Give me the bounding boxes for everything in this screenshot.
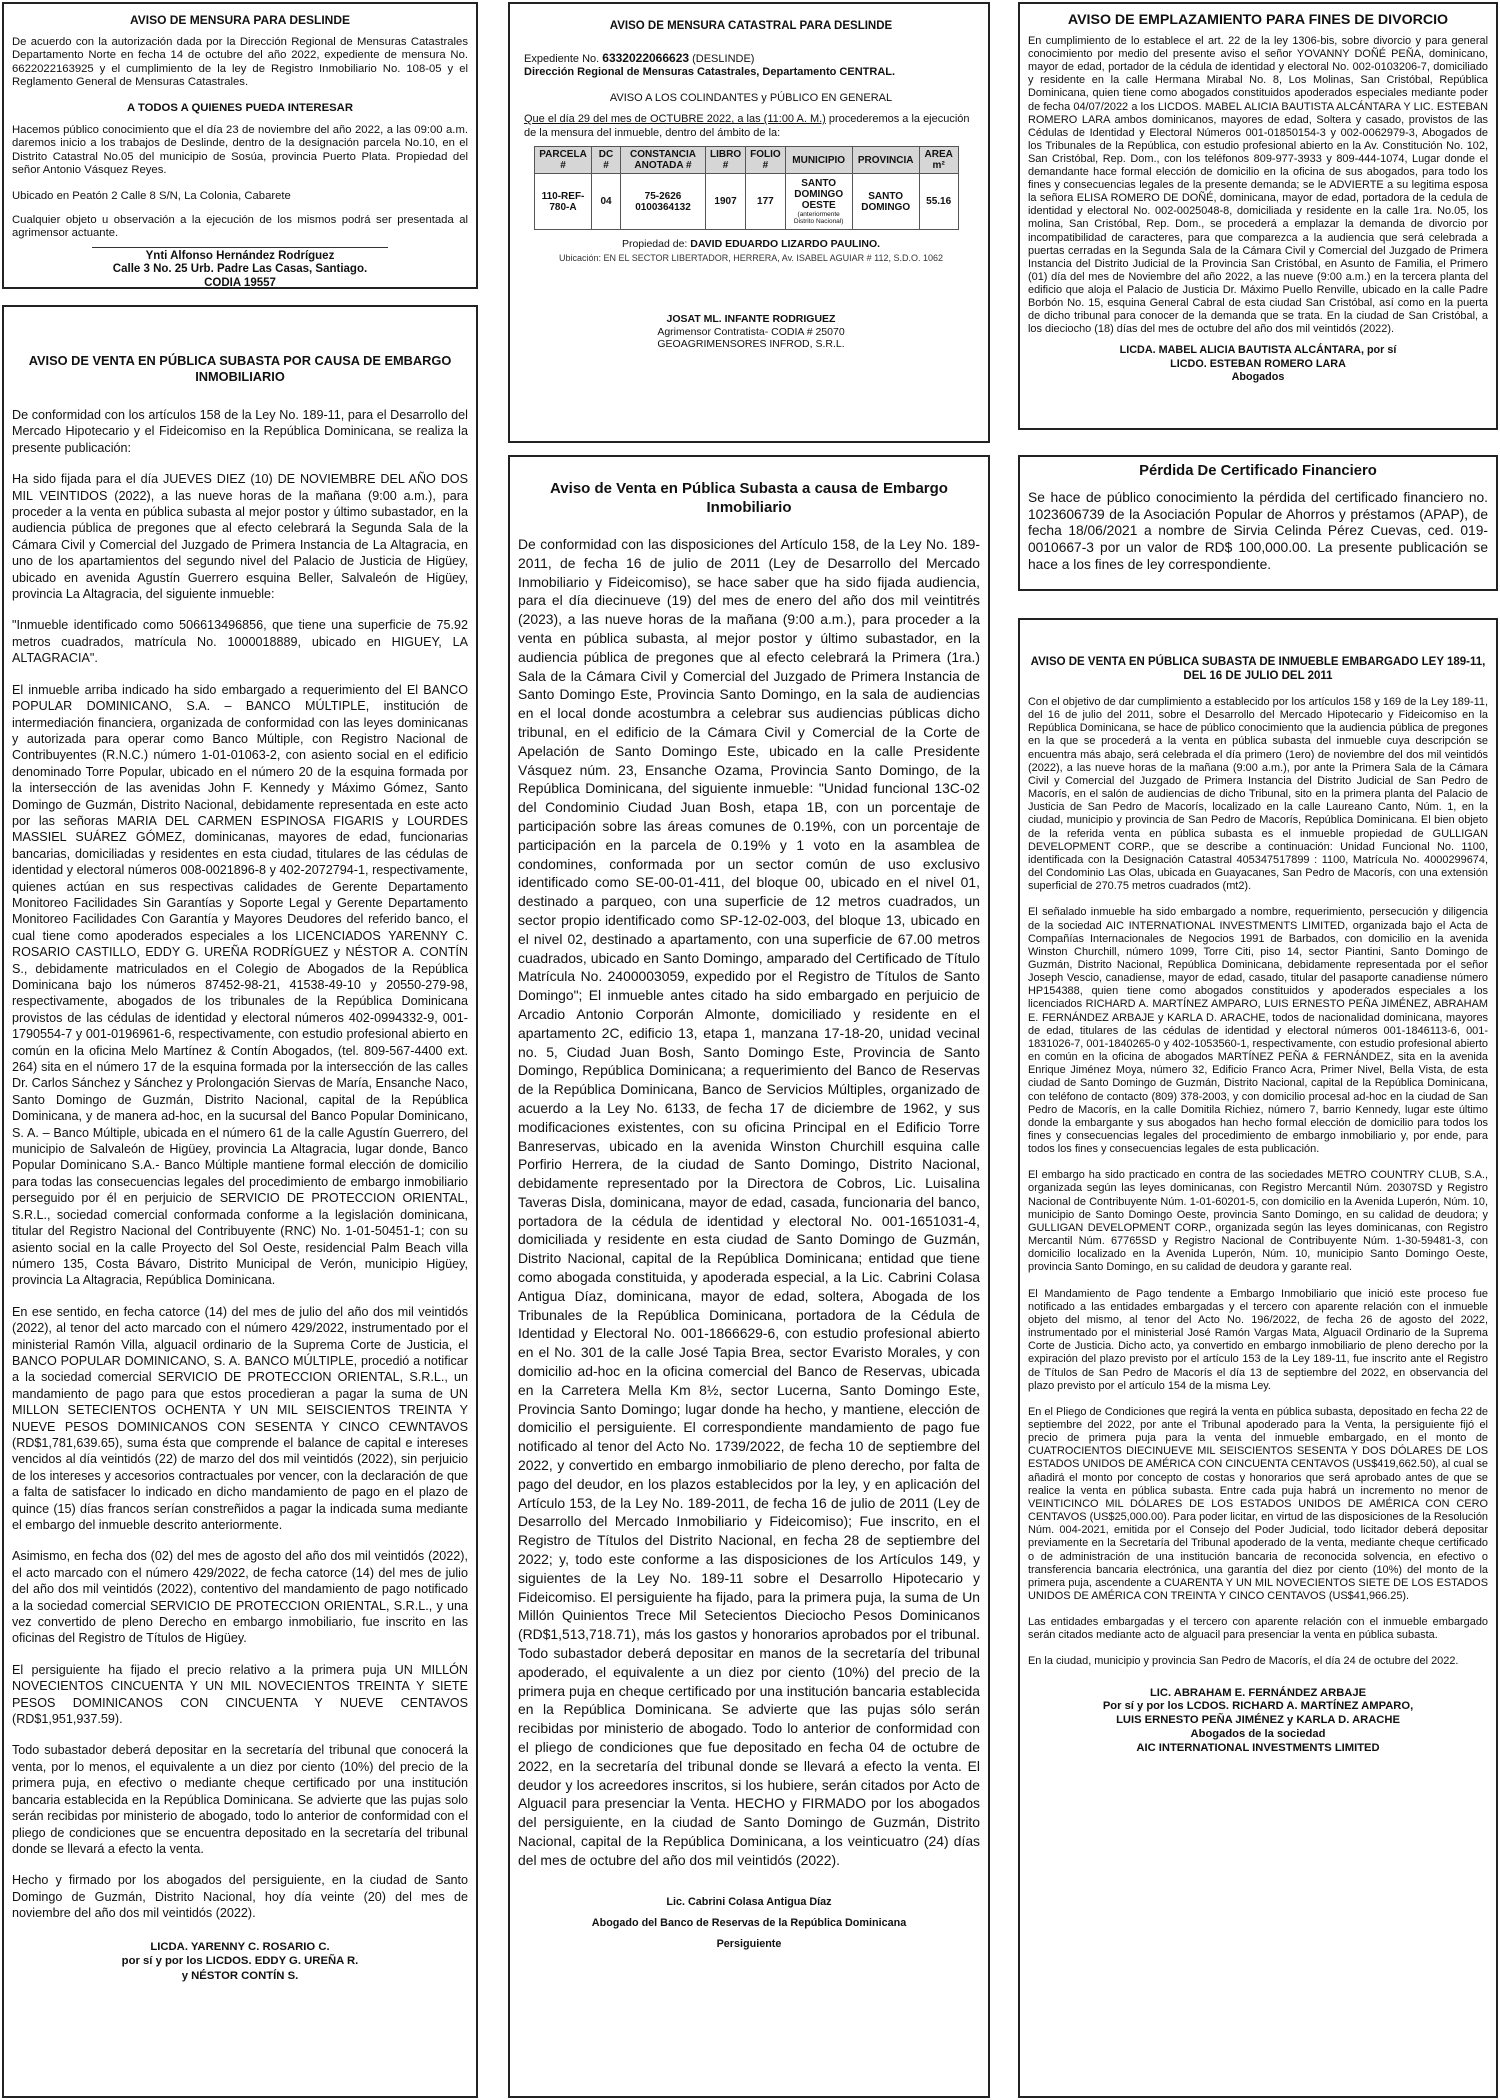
notice-paragraph: De acuerdo con la autorización dada por la Dirección Regional de Mensuras Catastrales Departamento Norte en fecha 14 de octubre del año 2022, expediente de mensura No. 6622022163925 y el cumplimiento de la ley de Registro Inmobiliario No. 108-05 y el Reglamento General de Mensuras Catastrales.: [12, 35, 468, 89]
notice-title: AVISO DE MENSURA CATASTRAL PARA DESLINDE: [609, 20, 893, 32]
notice-paragraph: De conformidad con las disposiciones del Artículo 158, de la Ley No. 189-2011, de fecha 16 de julio de 2011 (Ley de Desarrollo del Mercado Inmobiliario y Fideicomiso), se hace saber que ha sido fijada audiencia, para el día diecinueve (19) del mes de enero del año dos mil veintitrés (2023), a las nueve horas de la mañana (9:00 a.m.), para proceder a la venta en pública subasta, al mejor postor y último subastador, en la audiencia pública de pregones que al efecto celebrará la Primera (1ra.) Sala de la Cámara Civil y Comercial del Juzgado de Primera Instancia de Santo Domingo Este, Provincia Santo Domingo, en la sala de audiencias en el local donde acostumbra a celebrar sus audiencias públicas dicho tribunal, en el edificio de la Cámara Civil y Comercial de la Corte de Apelación de Santo Domingo Este, ubicado en la calle Presidente Vásquez núm. 23, Ensanche Ozama, Provincia Santo Domingo, de la República Dominicana, del siguiente inmueble: "Unidad funcional 13C-02 del Condominio Ciudad Juan Bosh, etapa 1B, con un porcentaje de participación sobre las áreas comunes de 0.19%, con un porcentaje de participación en la parcela de 0.19% y 1 voto en la asamblea de condomines, conformada por un sector común de uso exclusivo identificado como SE-00-01-411, del bloque 00, ubicado en el nivel 01, destinado a parqueo, con una superficie de 12 metros cuadrados, un sector propio identificado como SP-12-02-003, del bloque 13, ubicado en el nivel 02, destinado a apartamento, con una superficie de 67.00 metros cuadrados, ubicado en Santo Domingo, amparado del Certificado de Título Matrícula No. 2400003059, expedido por el Registro de Títulos de Santo Domingo"; El inmueble antes citado ha sido embargado en perjuicio de Arcadio Antonio Corporán Almonte, domiciliado y residente en el apartamento 2C, edificio 13, etapa 1, manzana 17-18-20, unidad vecinal no. 5, Ciudad Juan Bosh, Santo Domingo Este, Provincia de Santo Domingo, República Dominicana; a requerimiento del Banco de Reservas de la República Dominicana, Banco de Servicios Múltiples, organizado de acuerdo a la Ley No. 6133, de fecha 17 de diciembre de 1962, y sus modificaciones existentes, con su oficina Principal en el Edificio Torre Banreservas, ubicado en la avenida Winston Churchill esquina calle Porfirio Herrera, de la ciudad de Santo Domingo, Distrito Nacional, debidamente representado por la Directora de Cobros, Lic. Luisalina Taveras Disla, dominicana, mayor de edad, casada, funcionaria del banco, portadora de la cédula de identidad y electoral No. 001-1651031-4, domiciliada y residente en esta ciudad de Santo Domingo de Guzmán, Distrito Nacional, capital de la República Dominicana; entidad que tiene como abogada constituida, y apoderada especial, a la Lic. Cabrini Colasa Antigua Díaz, dominicana, mayor de edad, soltera, Abogada de los Tribunales de la República Dominicana, portadora de la Cédula de Identidad y Electoral No. 001-1866629-6, con estudio profesional abierto en el No. 301 de la calle José Tapia Brea, sector Evaristo Morales, y con domicilio ad-hoc en la oficina comercial del Banco de Reservas, ubicada en la Carretera Mella Km 8½, sector Lucerna, Santo Domingo Este, Provincia Santo Domingo; lugar donde ha hecho, y mantiene, elección de domicilio el persiguiente. El correspondiente mandamiento de pago fue notificado al tenor del Acto No. 1739/2022, de fecha 10 de septiembre del 2022, y convertido en embargo inmobiliario de pleno derecho, por falta de pago del deudor, en los plazos establecidos por la ley, y en aplicación del Artículo 153, de la Ley No. 189-2011, de fecha 16 de julio de 2011 (Ley de Desarrollo del Mercado Inmobiliario y Fideicomiso); Fue inscrito, en el Registro de Títulos del Distrito Nacional, en fecha 28 de septiembre del 2022; y, todo este conforme a las disposiciones de los Artículos 149, y siguientes de la Ley No. 189-11 sobre el Desarrollo Hipotecario y Fideicomiso. El persiguiente ha fijado, para la primera puja, la suma de Un Millón Quinientos Trece Mil Setecientos Dieciocho Pesos Dominicanos (RD$1,513,718.71), más los gastos y honorarios aprobados por el tribunal. Todo subastador deberá depositar en manos de la secretaría del tribunal apoderado, el equivalente a un diez por ciento (10%) del precio de la primera puja en cheque certificado por una institución bancaria establecida en la República Dominicana. Se advierte que las pujas sólo serán recibidas por ministerio de abogado. Todo lo anterior de conformidad con el pliego de condiciones que fue depositado en fecha 04 de octubre de 2022, en la secretaría del tribunal donde se llevará a efecto la venta. El deudor y los acreedores inscritos, si los hubiere, serán citados por Acto de Alguacil para presenciar la Venta. HECHO y FIRMADO por los abogados del persiguiente, en la ciudad de Santo Domingo de Guzmán, Distrito Nacional, capital de la República Dominicana, a los veinticuatro (24) días del mes de octubre del año dos mil veintidós (2022).: [518, 536, 980, 1868]
expediente-line: [524, 52, 978, 67]
notice-mensura-catastral: [508, 2, 990, 443]
col-header: DC #: [592, 147, 621, 174]
notice-paragraph: Cualquier objeto u observación a la ejecución de los mismos podrá ser presentada al agrimensor actuante.: [12, 213, 468, 240]
col-header: FOLIO #: [746, 147, 786, 174]
intro-rest: procederemos a la ejecución de la mensura del inmueble, dentro del ámbito de la:: [524, 113, 970, 139]
notice-paragraph: El persiguiente ha fijado el precio relativo a la primera puja UN MILLÓN NOVECIENTOS CINCUENTA Y UN MIL NOVECIENTOS TREINTA Y SIETE PESOS DOMINICANOS CON CINCUENTA Y NUEVE CENTAVOS (RD$1,951,937.59).: [12, 1662, 468, 1727]
cell-area: 55.16: [919, 174, 958, 230]
notice-paragraph: En ese sentido, en fecha catorce (14) del mes de julio del año dos mil veintidós (2022), al tenor del acto marcado con el número 429/2022, instrumentado por el ministerial Ramón Villa, alguacil ordinario de la Suprema Corte de Justicia, el BANCO POPULAR DOMINICANO, S. A. BANCO MÚLTIPLE, procedió a notificar a la sociedad comercial SERVICIO DE PROTECCION ORIENTAL, S.R.L., un mandamiento de pago para que estos procedieran a pagar la suma de UN MILLON SETECIENTOS OCHENTA Y UN MIL SEISCIENTOS TREINTA Y NUEVE PESOS DOMINICANOS CON SESENTA Y CINCO CEWNTAVOS (RD$1,781,639.65), suma ésta que comprende el balance de capital e intereses vencidos al día veintidós (22) de marzo del dos mil veintidós (2022), sin perjuicio de los intereses y accesorios contractuales por vencer, con la declaración de que a falta de satisfacer lo indicado en dicho mandamiento de pago en el plazo de quince (15) días francos serían constreñidos a pagar la indicada suma mediante el embargo del inmueble descrito anteriormente.: [12, 1304, 468, 1532]
expediente-label: Expediente No.: [524, 52, 600, 65]
col-header: CONSTANCIA ANOTADA #: [621, 147, 706, 174]
notice-paragraph: El inmueble arriba indicado ha sido embargado a requerimiento del El BANCO POPULAR DOMINICANO, S.A. – BANCO MÚLTIPLE, institución de intermediación financiera, organizada de conformidad con las leyes dominicanas y autorizada para operar como Banco Múltiple, con Registro Nacional de Contribuyentes (R.N.C.) número 1-01-01063-2, con asiento social en el edificio denominado Torre Popular, ubicado en el número 20 de la esquina formada por la intersección de las avenidas John F. Kennedy y Máximo Gómez, Santo Domingo de Guzmán, Distrito Nacional, debidamente representada en este acto por las señoras MARIA DEL CARMEN ESPINOSA FIGARIS y LOURDES MASSIEL SUÁREZ GÓMEZ, dominicanas, mayores de edad, funcionarias bancarias, domiciliadas y residentes en esta ciudad, titulares de las cédulas de identidad y electoral números 008-0021896-8 y 402-2072794-1, respectivamente, quienes actúan en sus respectivas calidades de Gerente Departamento Monitoreo Facilidades Sin Garantías y Soporte Legal y Gerente Departamento Monitoreo Facilidades Con Garantía y Mayores Deudores del referido banco, el cual tiene como apoderados especiales a los LICENCIADOS YARENNY C. ROSARIO CASTILLO, EDDY G. UREÑA RODRÍGUEZ y NÉSTOR A. CONTÍN S., debidamente matriculados en el Colegio de Abogados de la República Dominicana bajo los números 87452-98-21, 41538-49-10 y 20550-279-98, respectivamente, abogados de los tribunales de la República Dominicana provistos de las cédulas de identidad y electoral números 402-0994332-9, 001-1790554-7 y 001-0196961-6, respectivamente, con estudio profesional abierto en común en la oficina Melo Martínez & Contín Abogados, (tel. 809-567-4400 ext. 264) sita en el número 17 de la esquina formada por la intersección de las calles Dr. Carlos Sánchez y Sánchez y Prolongación Siervas de María, Ensanche Naco, Santo Domingo de Guzmán, Distrito Nacional, capital de la República Dominicana, y de manera ad-hoc, en la sucursal del Banco Popular Dominicano, S. A. – Banco Múltiple, ubicada en el número 61 de la calle Agustín Guerrero, del municipio de Salvaleón de Higüey, provincia La Altagracia, lugar donde, Banco Popular Dominicano S.A.- Banco Múltiple mantiene formal elección de domicilio para todas las consecuencias legales del procedimiento de embargo inmobiliario perseguido por él en perjuicio de SERVICIO DE PROTECCION ORIENTAL, S.R.L., sociedad comercial conformada conforme a la legislación dominicana, titular del Registro Nacional del Contribuyente (RNC) No. 1-01-50451-1; con su asiento social en la calle Proyecto del Sol Oeste, residencial Palm Beach villa número 135, Costa Bávaro, Distrito Municipal de Verón, municipio Higüey, provincia La Altagracia, República Dominicana.: [12, 682, 468, 1288]
notice-paragraph: En cumplimiento de lo establece el art. 22 de la ley 1306-bis, sobre divorcio y para general conocimiento por medio del presente aviso el señor YOVANNY DOÑÉ PEÑA, dominicano, mayor de edad, portador de la cédula de identidad y electoral No. 002-0103206-7, domiciliado y residente en la calle Hermana Mirabal No. 8, Los Molinas, San Cristóbal, República Dominicana, quien tiene como abogados constituidos apoderados especiales mediante poder de fecha 04/07/2022 a los LICDOS. MABEL ALICIA BAUTISTA ALCÁNTARA Y LIC. ESTEBAN ROMERO LARA ambos dominicanos, mayores de edad, Soltera y casado, provistos de las Cédulas de Identidad y Electoral Números 001-01850154-3 y 002-0062979-3, Abogados de los Tribunales de la República, con estudio profesional abierto en la Av. Constitución No. 102, San Cristóbal, Rep. Dom., con los teléfonos 809-977-3933 y 809-444-1074, Lugar donde el demandante hace formal elección de domicilio en la oficina de sus abogados, para todo los fines y consecuencias legales de la presente demanda; se le ADVIERTE a su legitima esposa la señora ELISA ROMERO DE DOÑÉ, dominicana, mayor de edad, portadora de la cedula de identidad y electoral No. 002-0025048-8, domiciliada y residente en la calle 1ra. No.05, los molina, San Cristóbal, Rep. Dom., se procederá a emplazar la demanda de divorcio por incompatibilidad de caracteres, para que comparezca a la audiencia que será celebrada a puertas cerradas en la Segunda Sala de la Cámara Civil y Comercial del Juzgado de Primera Instancia del Distrito Judicial de la Provincia San Cristóbal, en Asunto de Familia, el Primero (01) día del mes de Noviembre del año 2022, a las nueve (9:00 a.m.) en la tercera planta del edificio que aloja el Palacio de Justicia Dr. Máximo Puello Renville, ubicado en la calle Padre Borbón No. 15, esquina General Cabral de esta ciudad San Cristóbal, así como en la puerta de dicho tribunal para conocer de la demanda que se trata. En la ciudad de San Cristóbal, a los dieciocho (18) días del mes de octubre del año dos mil veintidós (2022).: [1028, 35, 1488, 336]
notice-subtitle: A TODOS A QUIENES PUEDA INTERESAR: [127, 101, 353, 114]
notice-paragraph: El señalado inmueble ha sido embargado a nombre, requerimiento, persecución y diligencia de la sociedad AIC INTERNATIONAL INVESTMENTS LIMITED, organizada bajo el Acta de Compañías Internacionales de Negocios 1991 de Barbados, con domicilio en la avenida Winston Churchill, número 1099, Torre Citi, piso 14, sector Piantini, Santo Domingo de Guzmán, Distrito Nacional, República Dominicana, debidamente representada por el señor Joseph Vescio, canadiense, mayor de edad, casado, titular del pasaporte canadiense número HP154388, quien tiene como abogados constituidos y apoderados especiales a los licenciados RICHARD A. MARTÍNEZ AMPARO, LUIS ERNESTO PEÑA JIMÉNEZ, ABRAHAM E. FERNÁNDEZ ARBAJE y KARLA D. ARACHE, todos de nacionalidad dominicana, mayores de edad, titulares de las cédulas de identidad y electoral números 001-1846113-6, 001-1831026-7, 001-1840265-0 y 402-1053560-1, respectivamente, con estudio profesional abierto en común en la oficina de abogados MARTÍNEZ PEÑA & FERNÁNDEZ, sita en la avenida Enrique Jiménez Moya, número 32, Edificio Franco Acra, Primer Nivel, Bella Vista, de esta ciudad de Santo Domingo de Guzmán, Distrito Nacional, capital de la República Dominicana, con teléfono de contacto (809) 378-2003, y con domicilio procesal ad-hoc en la ciudad de San Pedro de Macorís, en la calle Domitila Richiez, número 7, barrio Kennedy, lugar este último donde la embargante y sus abogados han hecho formal elección de domicilio para todos los fines y consecuencias legales del procedimiento de embargo inmobiliario y, por ende, para todos los fines y consecuencias legales de esta publicación.: [1028, 906, 1488, 1156]
municipio-name: SANTO DOMINGO OESTE: [794, 178, 844, 211]
signature-name: LIC. ABRAHAM E. FERNÁNDEZ ARBAJE: [1149, 1686, 1367, 1699]
notice-venta-subasta-higuey: [2, 305, 478, 2098]
notice-paragraph: Hecho y firmado por los abogados del persiguiente, en la ciudad de Santo Domingo de Guzmán, Distrito Nacional, hoy día veinte (20) del mes de noviembre del año dos mil veintidós (2022).: [12, 1873, 468, 1921]
signature-line: AIC INTERNATIONAL INVESTMENTS LIMITED: [1136, 1741, 1380, 1754]
col-header: AREA m²: [919, 147, 958, 174]
aviso-colindantes: AVISO A LOS COLINDANTES y PÚBLICO EN GENERAL: [609, 91, 893, 104]
signature-codia: CODIA 19557: [204, 276, 276, 289]
cell-libro: 1907: [706, 174, 746, 230]
signature-name: LICDA. YARENNY C. ROSARIO C.: [150, 1940, 330, 1953]
intro-date: Que el día 29 del mes de OCTUBRE 2022, a las (11:00 A. M.): [524, 113, 826, 125]
table-header-row: [535, 147, 959, 174]
ubicacion-line: Ubicación: EN EL SECTOR LIBERTADOR, HERRERA, Av. ISABEL AGUIAR # 112, S.D.O. 1062: [559, 252, 943, 263]
notice-venta-subasta-san-pedro: [1018, 618, 1498, 2098]
parcel-table: [534, 146, 959, 230]
notice-title: AVISO DE VENTA EN PÚBLICA SUBASTA POR CAUSA DE EMBARGO INMOBILIARIO: [28, 353, 452, 384]
signature-line: Por sí y por los LCDOS. RICHARD A. MARTÍNEZ AMPARO,: [1102, 1700, 1414, 1713]
notice-paragraph: En la ciudad, municipio y provincia San Pedro de Macorís, el día 24 de octubre del 2022.: [1028, 1655, 1459, 1668]
col-header: MUNICIPIO: [785, 147, 852, 174]
notice-paragraph: El embargo ha sido practicado en contra de las sociedades METRO COUNTRY CLUB, S.A., organizada según las leyes dominicanas, con Registro Mercantil Núm. 20307SD y Registro Nacional de Contribuyente Núm. 1-01-60201-5, con domicilio en la Avenida Luperón, Núm. 10, municipio de Santo Domingo Oeste, provincia Santo Domingo, en su calidad de deudora; y GULLIGAN DEVELOPMENT CORP., organizada según las leyes dominicanas, con Registro Mercantil Núm. 67765SD y Registro Nacional de Contribuyente Núm. 1-30-59481-3, con domicilio localizado en la Avenida Luperón, Núm. 10, municipio Santo Domingo Oeste, provincia Santo Domingo, en su calidad de deudora y garante real.: [1028, 1169, 1488, 1274]
intro-line: [524, 113, 978, 140]
notice-emplazamiento-divorcio: [1018, 2, 1498, 430]
notice-perdida-certificado: [1018, 455, 1498, 591]
cell-constancia: 75-2626 0100364132: [621, 174, 706, 230]
cell-folio: 177: [746, 174, 786, 230]
expediente-suffix: (DESLINDE): [692, 52, 755, 65]
table-row: [535, 174, 959, 230]
col-header: PROVINCIA: [852, 147, 919, 174]
signature-address: Calle 3 No. 25 Urb. Padre Las Casas, Santiago.: [112, 263, 368, 276]
cell-dc: 04: [592, 174, 621, 230]
direccion-regional: Dirección Regional de Mensuras Catastrales, Departamento CENTRAL.: [524, 66, 896, 78]
notice-title: Aviso de Venta en Pública Subasta a causa de Embargo Inmobiliario: [550, 480, 948, 516]
signature-line: Abogados de la sociedad: [1190, 1728, 1326, 1741]
propiedad-owner: DAVID EDUARDO LIZARDO PAULINO.: [690, 238, 881, 250]
notice-paragraph: Con el objetivo de dar cumplimiento a establecido por los artículos 158 y 169 de la Ley 189-11, del 16 de julio del 2011, sobre el Desarrollo del Mercado Hipotecario y Fideicomiso en la República Dominicana, se hace de público conocimiento que la audiencia pública de pregones en la que se procederá a la venta en pública subasta del inmueble cuya descripción se encuentra más abajo, será celebrada el día primero (1ero) de noviembre del dos mil veintidós (2022), a las nueve horas de la mañana (9:00 a.m.), por ante la Primera Sala de la Cámara Civil y Comercial del Juzgado de Primera Instancia del Distrito Judicial de San Pedro de Macorís, en el salón de audiencias de dicho Tribunal, sito en la primera planta del Palacio de Justicia de San Pedro de Macorís, localizado en la calle Laureano Canto, Núm. 1, en la ciudad, municipio y provincia de San Pedro de Macorís, República Dominicana. El bien objeto de la referida venta en pública subasta es el inmueble propiedad de GULLIGAN DEVELOPMENT CORP., que se describe a continuación: Unidad Funcional No. 1100, identificada con la Designación Catastral 405347517899 : 1100, Matrícula No. 4000299674, del Condominio Las Olas, ubicada en Guayacanes, San Pedro de Macorís, con una extensión superficial de 270.75 metros cuadrados (mt2).: [1028, 696, 1488, 893]
propiedad-label: Propiedad de:: [621, 238, 688, 250]
signature-line: LUIS ERNESTO PEÑA JIMÉNEZ y KARLA D. ARACHE: [1116, 1714, 1400, 1727]
notice-paragraph: Se hace de público conocimiento la pérdida del certificado financiero no. 1023606739 de la Asociación Popular de Ahorros y préstamos (APAP), de fecha 18/06/2021 a nombre de Sirvia Celinda Pérez Cuevas, ced. 019-0010667-3 por un valor de RD$ 100,000.00. La presente publicación se hace a los fines de ley correspondiente.: [1028, 489, 1488, 572]
notice-paragraph: Las entidades embargadas y el tercero con aparente relación con el inmueble embargado serán citados mediante acto de alguacil para presenciar la venta en pública subasta.: [1028, 1616, 1488, 1642]
notice-mensura-deslinde: [2, 2, 478, 289]
signature-name: Lic. Cabrini Colasa Antigua Díaz: [666, 1895, 832, 1908]
col-header: LIBRO #: [706, 147, 746, 174]
col-header: PARCELA #: [535, 147, 592, 174]
notice-title: AVISO DE VENTA EN PÚBLICA SUBASTA DE INMUEBLE EMBARGADO LEY 189-11, DEL 16 DE JULIO DEL 2011: [1030, 656, 1486, 682]
cell-provincia: SANTO DOMINGO: [852, 174, 919, 230]
engineer-company: GEOAGRIMENSORES INFROD, S.R.L.: [657, 338, 845, 350]
propiedad-line: [524, 238, 978, 252]
notice-title: AVISO DE MENSURA PARA DESLINDE: [129, 13, 351, 27]
signature-block: [92, 247, 388, 289]
notice-title: Pérdida De Certificado Financiero: [1139, 463, 1377, 479]
notice-paragraph: Todo subastador deberá depositar en la secretaría del tribunal que conocerá la venta, por lo menos, el equivalente a un diez por ciento (10%) del precio de la primera puja, en efectivo o mediante cheque certificado por una institución bancaria establecida en la República Dominicana. Se advierte que las pujas solo serán recibidas por ministerio de abogado, todo lo anterior de conformidad con el pliego de condiciones que se encuentra depositado en la secretaría del tribunal donde se llevará a efecto la venta.: [12, 1743, 468, 1856]
notice-venta-subasta-santo-domingo: [508, 455, 990, 2098]
notice-paragraph: En el Pliego de Condiciones que regirá la venta en pública subasta, depositado en fecha 22 de septiembre del 2022, por ante el Tribunal apoderado para la Venta, la persiguiente fijó el precio de primera puja para la venta del inmueble embargado, en el monto de CUATROCIENTOS DIECINUEVE MIL SEISCIENTOS SESENTA Y DOS DÓLARES DE LOS ESTADOS UNIDOS DE AMÉRICA CON CINCUENTA CENTAVOS (US$419,662.50), al cual se añadirá el monto por concepto de costas y honorarios que será aprobado antes de que se realice la venta en pública subasta. Entre cada puja habrá un incremento no menor de VEINTICINCO MIL DÓLARES DE LOS ESTADOS UNIDOS DE AMÉRICA CON CERO CENTAVOS (US$25,000.00). Para poder licitar, en virtud de las disposiciones de la Resolución Núm. 004-2021, emitida por el Consejo del Poder Judicial, todo licitador deberá depositar previamente en la Secretaría del Tribunal apoderado de la venta, mediante cheque certificado o de administración de una institución bancaria de reconocida solvencia, en efectivo o transferencia bancaria electrónica, una garantía del diez por ciento (10%) del monto de la primera puja, ascendente a CUARENTA Y UN MIL NOVECIENTOS SIETE DE LOS ESTADOS UNIDOS DE AMÉRICA CON TREINTA Y CINCO CENTAVOS (US$41,966.25).: [1028, 1405, 1488, 1602]
signature-block: [12, 1940, 468, 1984]
cell-parcela: 110-REF-780-A: [535, 174, 592, 230]
expediente-number: 6332022066623: [602, 50, 690, 65]
notice-paragraph: Asimismo, en fecha dos (02) del mes de agosto del año dos mil veintidós (2022), el acto marcado con el número 429/2022, de fecha catorce (14) del mes de julio del año dos mil veintidós (2022), contentivo del mandamiento de pago notificado a la sociedad comercial SERVICIO DE PROTECCION ORIENTAL, S.R.L., y una vez convertido de pleno Derecho en embargo inmobiliario, fue inscrito en las oficinas del Registro de Títulos de Higüey.: [12, 1549, 468, 1646]
signature-block: [1028, 1687, 1488, 1756]
signature-line: Abogados: [1231, 371, 1285, 384]
signature-line: por sí y por los LICDOS. EDDY G. UREÑA R.: [121, 1955, 359, 1968]
notice-paragraph: Hacemos público conocimiento que el día 23 de noviembre del año 2022, a las 09:00 a.m. daremos inicio a los trabajos de Deslinde, dentro de la designación parcela No.10, en el Distrito Catastral No.05 del municipio de Sosúa, provincia Puerto Plata. Propiedad del señor Antonio Vásquez Reyes.: [12, 123, 468, 177]
signature-block: [1028, 344, 1488, 384]
signature-name: LICDA. MABEL ALICIA BAUTISTA ALCÁNTARA, por sí: [1119, 344, 1397, 357]
engineer-name: JOSAT ML. INFANTE RODRIGUEZ: [666, 313, 836, 325]
signature-name: Ynti Alfonso Hernández Rodríguez: [145, 249, 335, 262]
signature-line: LICDO. ESTEBAN ROMERO LARA: [1170, 357, 1346, 370]
signature-block: [518, 1892, 980, 1955]
signature-line: Abogado del Banco de Reservas de la República Dominicana: [591, 1916, 907, 1929]
notice-paragraph: De conformidad con los artículos 158 de la Ley No. 189-11, para el Desarrollo del Mercado Hipotecario y el Fideicomiso en la República Dominicana, se realiza la presente publicación:: [12, 408, 468, 455]
notice-paragraph: El Mandamiento de Pago tendente a Embargo Inmobiliario que inició este proceso fue notificado a las entidades embargadas y el tercero con aparente relación con el inmueble objeto del mismo, al tenor del Acto No. 196/2022, de fecha 26 de agosto del 2022, instrumentado por el ministerial José Ramón Vargas Mata, Alguacil Ordinario de la Suprema Corte de Justicia. Dicho acto, ya convertido en embargo inmobiliario de pleno derecho por la expiración del plazo previsto por el artículo 153 de la Ley 189-11, fue inscrito ante el Registro de Títulos de San Pedro de Macorís el día 13 de septiembre del 2022, en observancia del plazo previsto por el artículo 154 de la misma Ley.: [1028, 1287, 1488, 1392]
engineer-block: [524, 313, 978, 351]
notice-title: AVISO DE EMPLAZAMIENTO PARA FINES DE DIVORCIO: [1067, 12, 1449, 28]
notice-paragraph: Ha sido fijada para el día JUEVES DIEZ (10) DE NOVIEMBRE DEL AÑO DOS MIL VEINTIDOS (2022), a las nueve horas de la mañana (9:00 a.m.), para proceder a la venta en pública subasta al mejor postor y último subastador, en la audiencia pública de pregones que al efecto celebrará la Segunda Sala de la Cámara Civil y Comercial del Juzgado de Primera Instancia de La Altagracia, en uno de los apartamientos del segundo nivel del Palacio de Justicia de Higüey, ubicado en avenida Agustín Guerrero esquina Beller, Salvaleón de Higüey, provincia La Altagracia, del siguiente inmueble:: [12, 472, 468, 602]
engineer-codia: Agrimensor Contratista- CODIA # 25070: [657, 325, 845, 338]
notice-paragraph: Ubicado en Peatón 2 Calle 8 S/N, La Colonia, Cabarete: [12, 189, 291, 202]
signature-line: y NÉSTOR CONTÍN S.: [181, 1969, 299, 1982]
signature-line: Persiguiente: [716, 1937, 782, 1950]
municipio-note: (anteriormente Distrito Nacional): [793, 211, 844, 225]
cell-municipio: [785, 174, 852, 230]
notice-paragraph: "Inmueble identificado como 506613496856, que tiene una superficie de 75.92 metros cuadrados, matrícula No. 1000018889, ubicado en HIGUEY, LA ALTAGRACIA".: [12, 618, 468, 666]
